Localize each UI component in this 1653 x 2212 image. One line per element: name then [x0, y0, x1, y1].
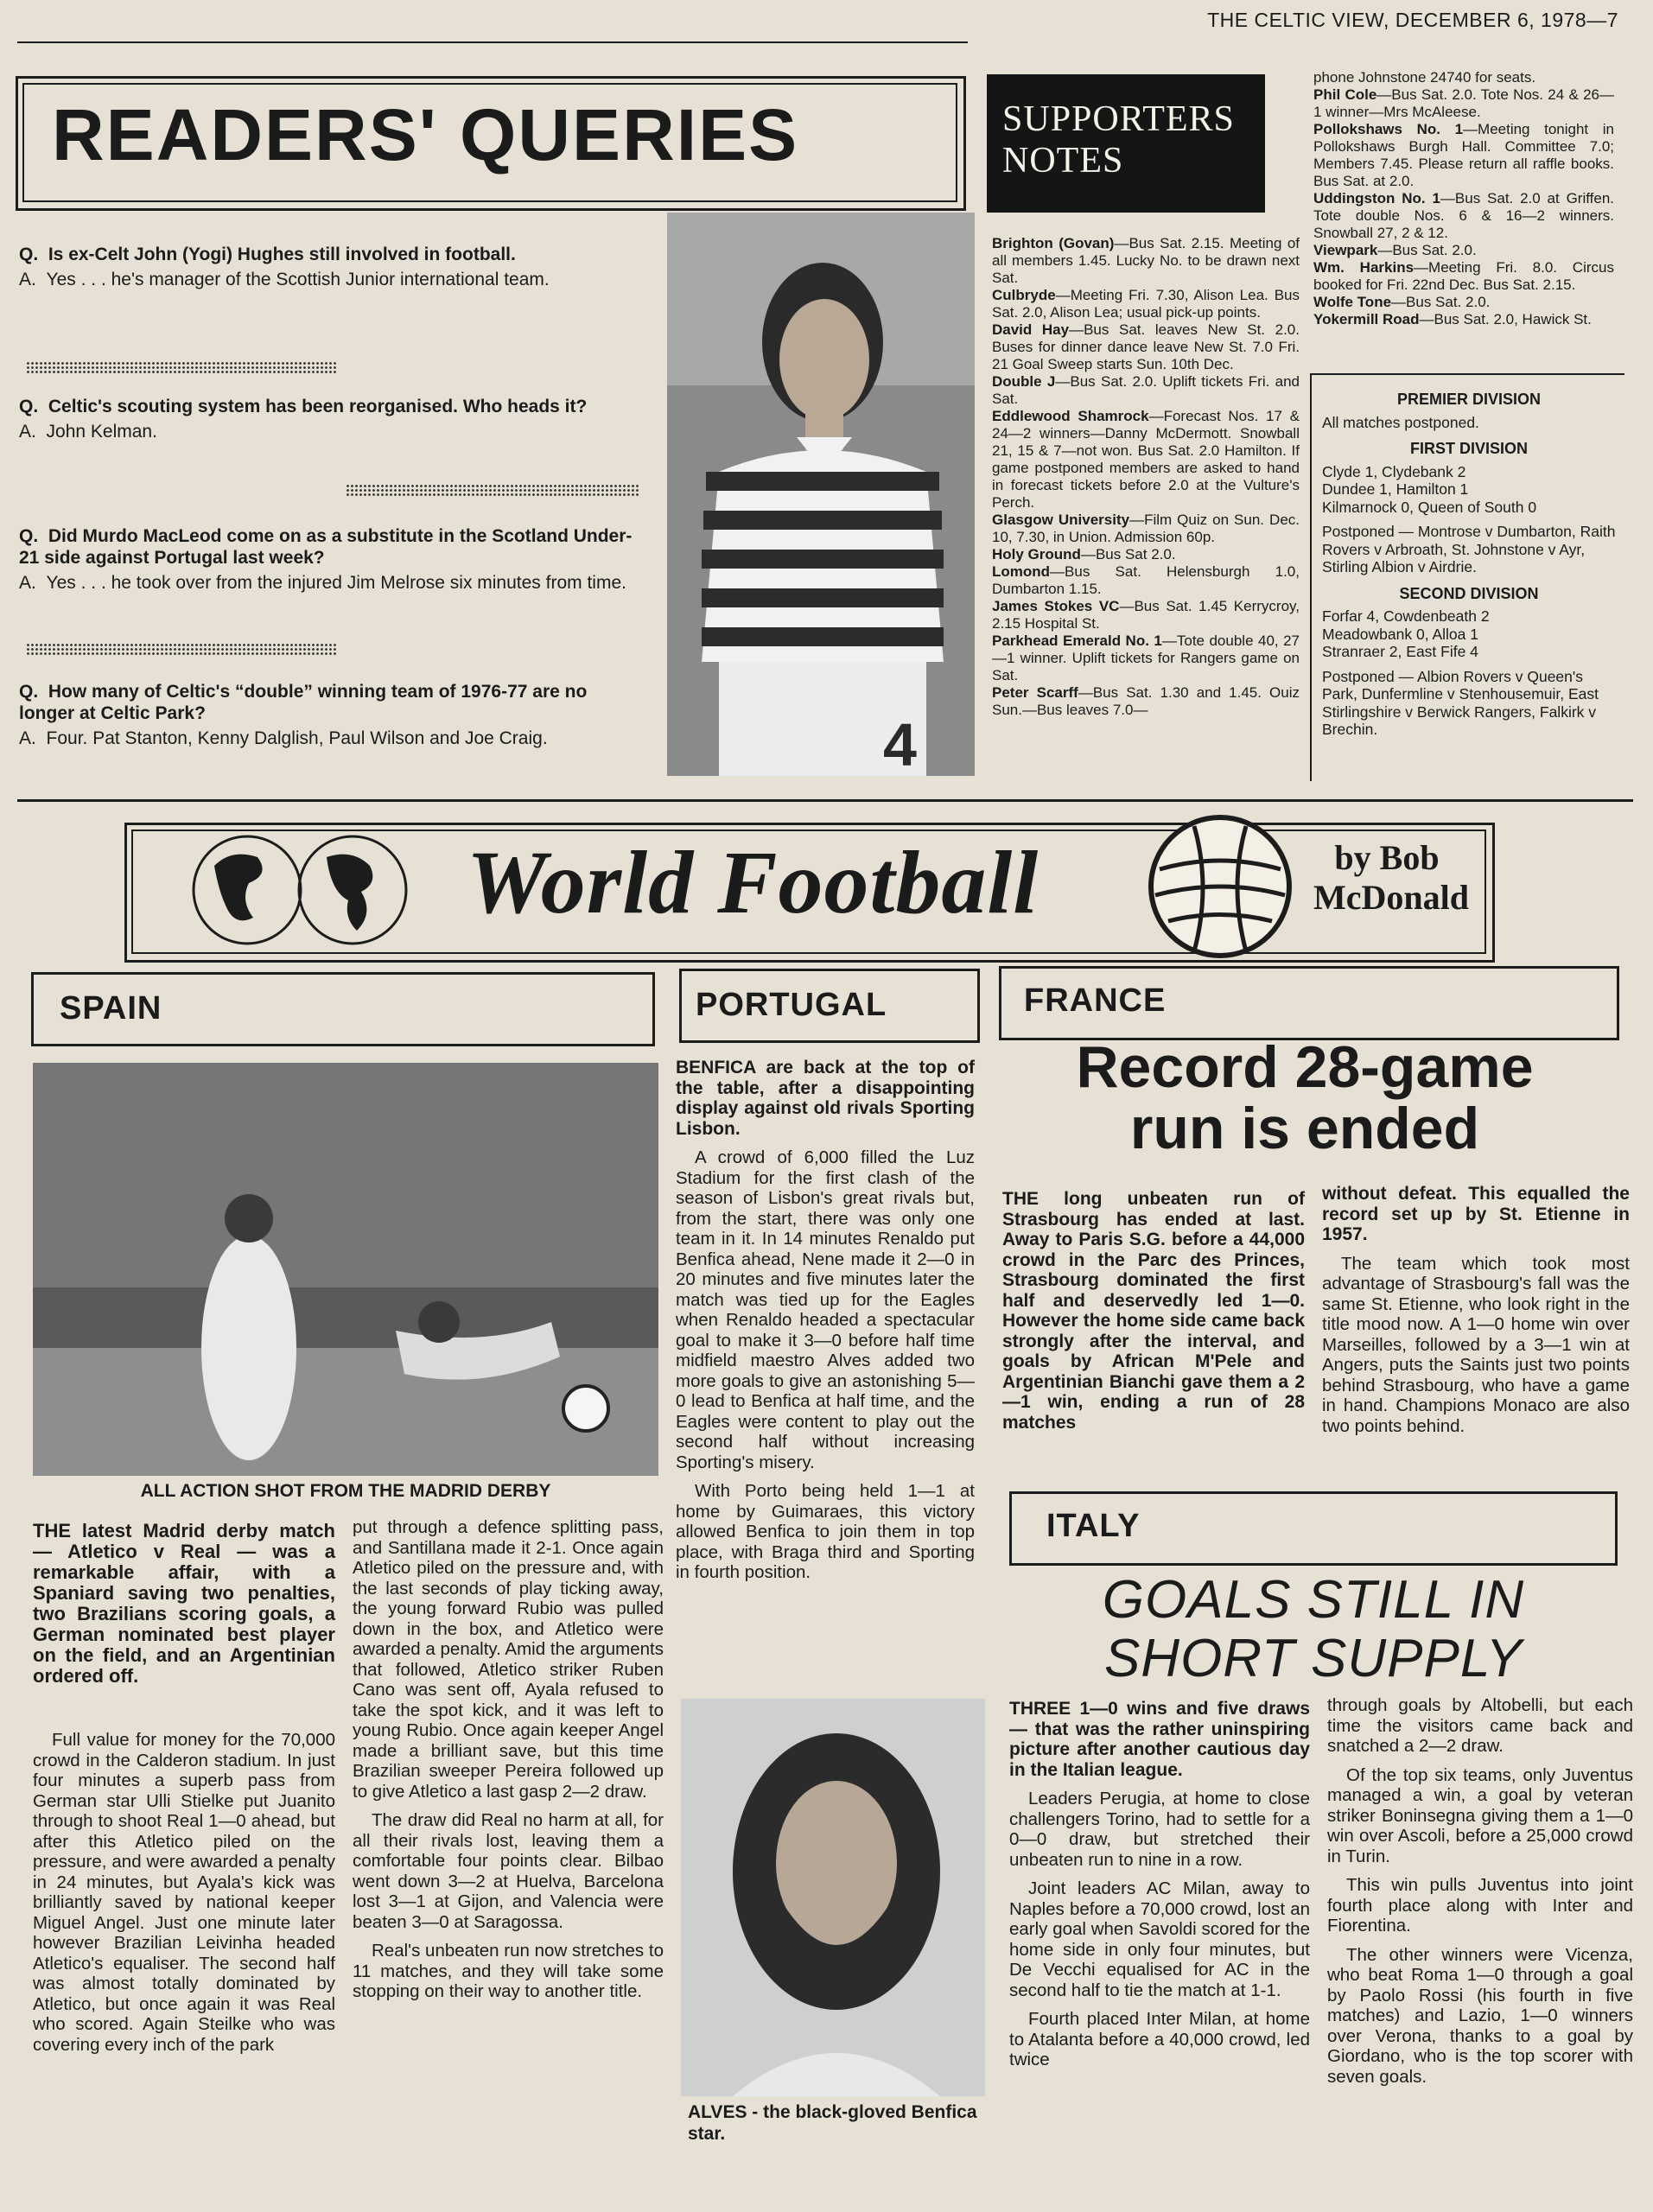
- player-photo: [667, 213, 975, 776]
- result-line: Kilmarnock 0, Queen of South 0: [1322, 498, 1537, 516]
- italy-para: Joint leaders AC Milan, away to Naples before a 70,000 crowd, lost an early goal when Savoldi scored for the home side in only four minutes, but De Vecchi equalised for AC in the second half to tie the match at 1-1.: [1009, 1878, 1310, 2000]
- football-icon: [1142, 809, 1298, 964]
- answer-text: Four. Pat Stanton, Kenny Dalglish, Paul Wilson and Joe Craig.: [46, 728, 548, 748]
- first-division-title: FIRST DIVISION: [1409, 440, 1528, 457]
- italy-headline-line-2: SHORT SUPPLY: [1103, 1629, 1523, 1689]
- alves-photo-graphic: [681, 1699, 985, 2096]
- dotted-separator: [346, 484, 639, 496]
- top-rule: [17, 41, 968, 43]
- dotted-separator: [26, 361, 337, 373]
- spain-para: Real's unbeaten run now stretches to 11 matches, and they will take some stopping on their way to another title.: [353, 1941, 664, 2001]
- note-entry: Parkhead Emerald No. 1—Tote double 40, 27—1 winner. Uplift tickets for Rangers game on Sat.: [992, 632, 1300, 683]
- italy-col-1: [1009, 1699, 1310, 2079]
- note-entry: phone Johnstone 24740 for seats.: [1313, 69, 1536, 86]
- alves-photo: [681, 1699, 985, 2096]
- france-col-2: [1322, 1184, 1630, 1445]
- a-prefix: A.: [19, 728, 36, 748]
- query-1: [19, 244, 646, 290]
- supporters-notes-col-1: [992, 235, 1300, 719]
- note-entry: Glasgow University—Film Quiz on Sun. Dec. 10, 7.30, in Union. Admission 60p.: [992, 512, 1300, 545]
- italy-headline: [1011, 1571, 1616, 1688]
- note-entry: James Stokes VC—Bus Sat. 1.45 Kerrycroy, 2.15 Hospital St.: [992, 598, 1300, 632]
- spain-col-2: [353, 1517, 664, 2011]
- question-text: Is ex-Celt John (Yogi) Hughes still involved in football.: [48, 245, 516, 264]
- portugal-label: PORTUGAL: [696, 987, 887, 1023]
- byline-line-1: by Bob: [1334, 838, 1440, 877]
- italy-para: through goals by Altobelli, but each time the visitors came back and snatched a 2—2 draw.: [1327, 1695, 1633, 1756]
- result-line: Dundee 1, Hamilton 1: [1322, 480, 1469, 498]
- query-4: [19, 681, 646, 749]
- readers-queries-title: READERS' QUERIES: [52, 94, 799, 175]
- note-entry: David Hay—Bus Sat. leaves New St. 2.0. Buses for dinner dance leave New St. 7.0 Fri. 21 Goal Sweep starts Sun. 10th Dec.: [992, 321, 1300, 372]
- italy-para: This win pulls Juventus into joint fourth place along with Inter and Fiorentina.: [1327, 1875, 1633, 1936]
- spain-para: Full value for money for the 70,000 crowd in the Calderon stadium. In just four minutes a superb pass from German star Ulli Stielke put Juanito through to shoot Real 1—0 ahead, but after this Atletico piled on the pressure, and were awarded a penalty in 24 minutes, but Ayala's kick was brilliantly saved by national keeper Miguel Angel. Just one minute later however Brazilian Leivinha headed Atletico's equaliser. The second half was almost totally dominated by Atletico, but once again it was Real who scored. Again Steilke who was covering every inch of the park: [33, 1730, 335, 2055]
- a-prefix: A.: [19, 422, 36, 442]
- portugal-lead: BENFICA are back at the top of the table, after a disappointing display against old rivals Sporting Lisbon.: [676, 1058, 975, 1139]
- q-prefix: Q.: [19, 682, 39, 702]
- query-3: [19, 525, 646, 594]
- note-entry: Uddingston No. 1—Bus Sat. 2.0 at Griffen. Tote double Nos. 6 & 16—2 winners. Snowball 27, 2 & 12.: [1313, 190, 1614, 241]
- italy-lead: THREE 1—0 wins and five draws — that was the rather uninspiring picture after another cautious day in the Italian league.: [1009, 1699, 1310, 1780]
- q-prefix: Q.: [19, 397, 39, 416]
- second-division-title: SECOND DIVISION: [1399, 584, 1539, 602]
- supporters-notes-col-2: [1313, 69, 1614, 328]
- byline: [1313, 838, 1469, 918]
- france-label-box: [999, 966, 1619, 1040]
- masthead: THE CELTIC VIEW, DECEMBER 6, 1978—7: [1207, 9, 1618, 31]
- note-entry: Eddlewood Shamrock—Forecast Nos. 17 & 24—2 winners—Danny McDermott. Snowball 21, 15 & 7—not won. Bus Sat. 2.0 Hamilton. If game postponed members are asked to hand in forecast tickets before 2.0 at the Vulture's Perch.: [992, 408, 1300, 511]
- italy-para: The other winners were Vicenza, who beat Roma 1—0 through a goal by Paolo Rossi (his fourth in five matches) and Lazio, 1—0 winners over Verona, thanks to a goal by Giordano, who is the top scorer with seven goals.: [1327, 1944, 1633, 2087]
- note-entry: Pollokshaws No. 1—Meeting tonight in Pollokshaws Burgh Hall. Committee 7.0; Members 7.45. Please return all raffle books. Bus Sat. at 2.0.: [1313, 121, 1614, 189]
- answer-text: John Kelman.: [46, 422, 157, 442]
- note-entry: Lomond—Bus Sat. Helensburgh 1.0, Dumbarton 1.15.: [992, 563, 1300, 597]
- supporters-notes-title-2: NOTES: [1002, 141, 1124, 181]
- portugal-column: [676, 1058, 975, 1592]
- result-line: Meadowbank 0, Alloa 1: [1322, 625, 1478, 643]
- result-line: Forfar 4, Cowdenbeath 2: [1322, 607, 1490, 625]
- france-lead-cont: without defeat. This equalled the record set up by St. Etienne in 1957.: [1322, 1184, 1630, 1244]
- note-entry: Wolfe Tone—Bus Sat. 2.0.: [1313, 294, 1491, 310]
- question-text: How many of Celtic's “double” winning team of 1976-77 are no longer at Celtic Park?: [19, 682, 588, 723]
- france-headline-line-1: Record 28-game: [1076, 1034, 1534, 1100]
- dotted-separator: [26, 643, 337, 655]
- note-entry: Culbryde—Meeting Fri. 7.30, Alison Lea. Bus Sat. 2.0, Alison Lea; usual pick-up points.: [992, 287, 1300, 321]
- svg-text:4: 4: [883, 711, 917, 776]
- note-entry: Double J—Bus Sat. 2.0. Uplift tickets Fri. and Sat.: [992, 373, 1300, 407]
- note-entry: Peter Scarff—Bus Sat. 1.30 and 1.45. Ouiz Sun.—Bus leaves 7.0—: [992, 684, 1300, 718]
- note-entry: Wm. Harkins—Meeting Fri. 8.0. Circus booked for Fri. 22nd Dec. Bus Sat. 2.15.: [1313, 259, 1614, 293]
- france-label: FRANCE: [1024, 982, 1167, 1019]
- results-box: [1310, 373, 1624, 781]
- spain-lead: THE latest Madrid derby match — Atletico v Real — was a remarkable affair, with a Spaniard saving two penalties, two Brazilians scoring goals, a German nominated best player on the field, and an Argentinian ordered off.: [33, 1520, 335, 1687]
- note-entry: Holy Ground—Bus Sat 2.0.: [992, 546, 1176, 563]
- note-entry: Yokermill Road—Bus Sat. 2.0, Hawick St.: [1313, 311, 1592, 327]
- postponed-line: Postponed — Montrose v Dumbarton, Raith Rovers v Arbroath, St. Johnstone v Ayr, Stirling Albion v Airdrie.: [1322, 523, 1616, 575]
- byline-line-2: McDonald: [1313, 878, 1469, 917]
- italy-para: Fourth placed Inter Milan, at home to Atalanta before a 40,000 crowd, led twice: [1009, 2009, 1310, 2069]
- question-text: Celtic's scouting system has been reorganised. Who heads it?: [48, 397, 588, 416]
- note-entry: Viewpark—Bus Sat. 2.0.: [1313, 242, 1477, 258]
- italy-label: ITALY: [1046, 1508, 1141, 1544]
- a-prefix: A.: [19, 270, 36, 289]
- q-prefix: Q.: [19, 526, 39, 546]
- alves-caption: ALVES - the black-gloved Benfica star.: [688, 2102, 977, 2144]
- france-lead: THE long unbeaten run of Strasbourg has ended at last. Away to Paris S.G. before a 44,000 crowd in the Parc des Princes, Strasbourg dominated the first half and deservedly led 1—0. However the home side came back strongly after the interval, and goals by African M'Pele and Argentinian Bianchi gave them a 2—1 win, ending a run of 28 matches: [1002, 1189, 1305, 1433]
- madrid-derby-caption: ALL ACTION SHOT FROM THE MADRID DERBY: [140, 1481, 551, 1501]
- italy-para: Leaders Perugia, at home to close challengers Torino, had to settle for a 0—0 draw, but stretched their unbeaten run to nine in a row.: [1009, 1789, 1310, 1870]
- madrid-derby-photo: [33, 1063, 658, 1476]
- world-football-title: World Football: [467, 833, 1039, 932]
- portugal-label-box: [679, 969, 980, 1043]
- result-line: Clyde 1, Clydebank 2: [1322, 462, 1466, 480]
- answer-text: Yes . . . he's manager of the Scottish Junior international team.: [46, 270, 550, 289]
- supporters-notes-title-block: [987, 74, 1265, 213]
- france-headline: [1002, 1034, 1607, 1162]
- a-prefix: A.: [19, 573, 36, 593]
- france-para: The team which took most advantage of Strasbourg's fall was the same St. Etienne, who look right in the title mood now. A 1—0 home win over Marseilles, followed by a 3—1 win at Angers, puts the Saints just two points behind Strasbourg, who have a game in hand. Champions Monaco are also two points behind.: [1322, 1253, 1630, 1436]
- spain-para: The draw did Real no harm at all, for all their rivals lost, leaving them a comfortable four points clear. Bilbao went down 3—2 at Huelva, Barcelona lost 3—1 at Gijon, and Valencia were beaten 3—0 at Saragossa.: [353, 1810, 664, 1932]
- italy-para: Of the top six teams, only Juventus managed a win, a goal by veteran striker Boninsegna giving them a 1—0 win over Ascoli, before a 25,000 crowd in Turin.: [1327, 1764, 1633, 1866]
- player-photo-graphic: [667, 213, 975, 776]
- section-divider: [17, 799, 1633, 802]
- italy-col-2: [1327, 1695, 1633, 2095]
- france-col-1: [1002, 1189, 1305, 1441]
- italy-headline-line-1: GOALS STILL IN: [1102, 1570, 1525, 1630]
- q-prefix: Q.: [19, 245, 39, 264]
- spain-para: put through a defence splitting pass, and Santillana made it 2-1. Once again Atletico piled on the pressure and, with the last seconds of play ticking away, the young forward Rubio was pulled down in the box, and Atletico were awarded a penalty. Amid the arguments that followed, Atletico striker Ruben Cano was sent off, Ayala refused to take the spot kick, and it was left to young Rubio. Once again keeper Angel made a brilliant save, but this time Brazilian sweeper Pereira followed up to give Atletico a last gasp 2—2 draw.: [353, 1517, 664, 1802]
- query-2: [19, 396, 646, 442]
- premier-division-title: PREMIER DIVISION: [1396, 391, 1542, 408]
- supporters-notes-title-1: SUPPORTERS: [1002, 99, 1235, 139]
- spain-label: SPAIN: [60, 990, 162, 1027]
- france-headline-line-2: run is ended: [1129, 1096, 1480, 1162]
- spain-label-box: [31, 972, 655, 1046]
- madrid-derby-photo-graphic: [33, 1063, 658, 1476]
- postponed-line: Postponed — Albion Rovers v Queen's Park, Dunfermline v Stenhousemuir, East Stirlingshire v Berwick Rangers, Falkirk v Brechin.: [1322, 667, 1599, 738]
- spain-col-1: [33, 1521, 335, 2063]
- question-text: Did Murdo MacLeod come on as a substitute in the Scotland Under-21 side against Portugal last week?: [19, 526, 633, 568]
- globe-icon: [188, 831, 413, 949]
- answer-text: Yes . . . he took over from the injured Jim Melrose six minutes from time.: [46, 573, 626, 593]
- italy-label-box: [1009, 1491, 1618, 1566]
- portugal-para: With Porto being held 1—1 at home by Guimaraes, this victory allowed Benfica to join them in top place, with Braga third and Sporting in fourth position.: [676, 1481, 975, 1582]
- portugal-para: A crowd of 6,000 filled the Luz Stadium for the first clash of the season of Lisbon's great rivals but, from the start, there was only one team in it. In 14 minutes Renaldo put Benfica ahead, Nene made it 2—0 in 20 minutes and five minutes later the match was tied up for the Eagles when Renaldo headed a spectacular goal to make it 3—0 before half time midfield maestro Alves added two more goals to give an astonishing 5—0 lead to Benfica at half time, and the Eagles were content to play out the second half without increasing Sporting's misery.: [676, 1147, 975, 1472]
- result-line: Stranraer 2, East Fife 4: [1322, 643, 1478, 660]
- note-entry: Phil Cole—Bus Sat. 2.0. Tote Nos. 24 & 26—1 winner—Mrs McAleese.: [1313, 86, 1614, 120]
- premier-line: All matches postponed.: [1322, 413, 1479, 431]
- note-entry: Brighton (Govan)—Bus Sat. 2.15. Meeting of all members 1.45. Lucky No. to be drawn next Sat.: [992, 235, 1300, 286]
